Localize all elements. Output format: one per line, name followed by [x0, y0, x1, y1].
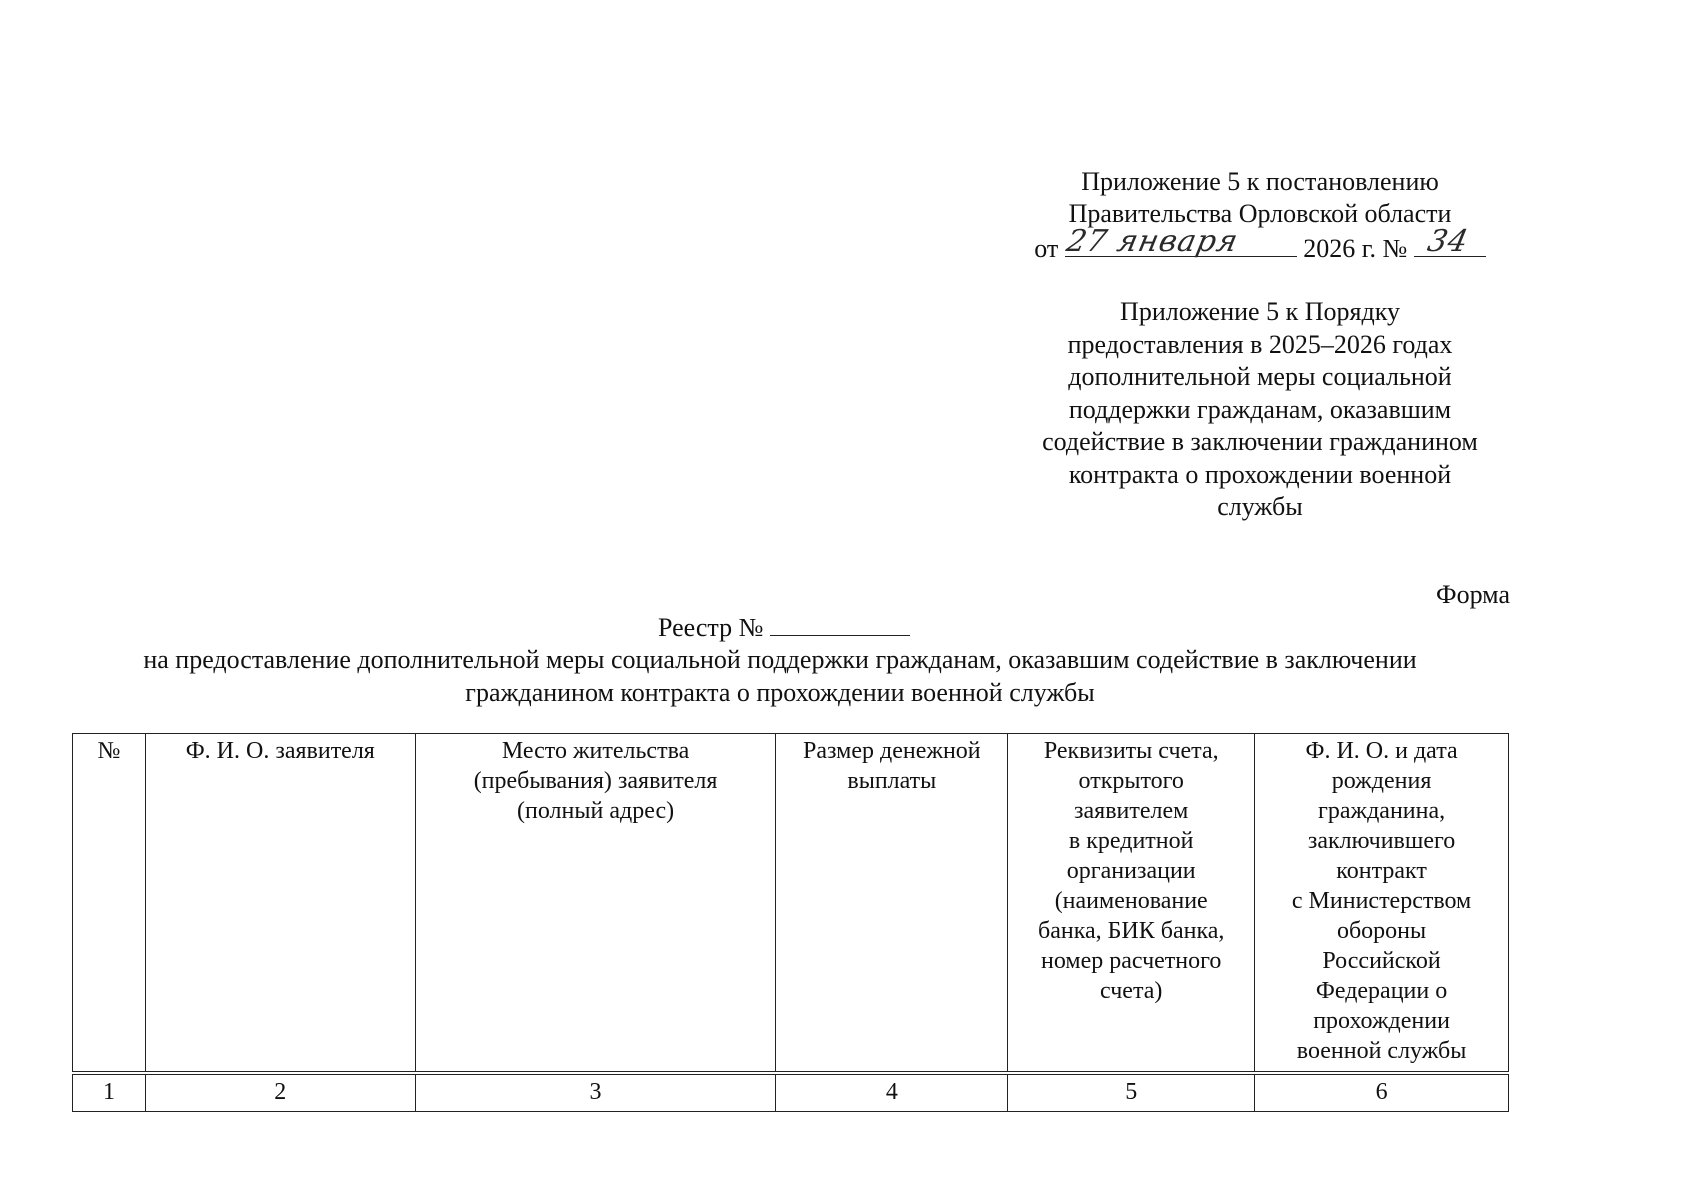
approval-block — [1005, 166, 1515, 265]
header-cell-residence: Место жительства (пребывания) заявителя (полный адрес) — [415, 734, 776, 1074]
header-cell-contractor: Ф. И. О. и дата рождения гражданина, заключившего контракт с Министерством обороны Российской Федерации о прохождении военной службы — [1255, 734, 1509, 1074]
header-cell-payment-amount: Размер денежной выплаты — [776, 734, 1008, 1074]
appendix-line: дополнительной меры социальной — [1068, 362, 1452, 391]
year-text: 2026 г. № — [1303, 234, 1408, 263]
table-header-row — [73, 734, 1509, 1074]
header-cell-number: № — [73, 734, 146, 1074]
appendix-line: содействие в заключении гражданином — [1042, 427, 1478, 456]
approval-line-2: Правительства Орловской области — [1068, 199, 1452, 228]
heading-line: на предоставление дополнительной меры социальной поддержки гражданам, оказавшим содействие в заключении — [143, 645, 1417, 674]
appendix-line: предоставления в 2025–2026 годах — [1067, 329, 1453, 359]
appendix-line: поддержки гражданам, оказавшим — [1068, 394, 1452, 424]
appendix-line: службы — [1217, 492, 1303, 521]
registry-table — [72, 733, 1509, 1112]
approval-date-line — [1005, 224, 1515, 265]
numbering-cell: 5 — [1008, 1073, 1255, 1112]
registry-number-blank — [770, 611, 910, 636]
table-numbering-row — [73, 1073, 1509, 1112]
handwritten-number: 34 — [1424, 224, 1472, 259]
heading-line: гражданином контракта о прохождении военной службы — [465, 678, 1095, 707]
header-cell-applicant-name: Ф. И. О. заявителя — [145, 734, 415, 1074]
numbering-cell: 1 — [73, 1073, 146, 1112]
header-cell-bank-details: Реквизиты счета, открытого заявителем в кредитной организации (наименование банка, БИК банка, номер расчетного счета) — [1008, 734, 1255, 1074]
appendix-block — [1005, 296, 1515, 524]
appendix-line: контракта о прохождении военной — [1068, 459, 1452, 489]
date-blank — [1063, 224, 1297, 259]
date-prefix: от — [1034, 234, 1059, 263]
numbering-cell: 3 — [415, 1073, 776, 1112]
numbering-cell: 4 — [776, 1073, 1008, 1112]
appendix-line: Приложение 5 к Порядку — [1120, 297, 1400, 326]
approval-line-1: Приложение 5 к постановлению — [1081, 167, 1439, 196]
form-label: Форма — [1436, 580, 1510, 609]
handwritten-date: 27 января — [1063, 224, 1242, 259]
number-blank — [1414, 224, 1486, 259]
numbering-cell: 2 — [145, 1073, 415, 1112]
registry-heading — [60, 643, 1500, 709]
registry-title — [658, 611, 910, 644]
numbering-cell: 6 — [1255, 1073, 1509, 1112]
registry-title-text: Реестр № — [658, 613, 764, 642]
